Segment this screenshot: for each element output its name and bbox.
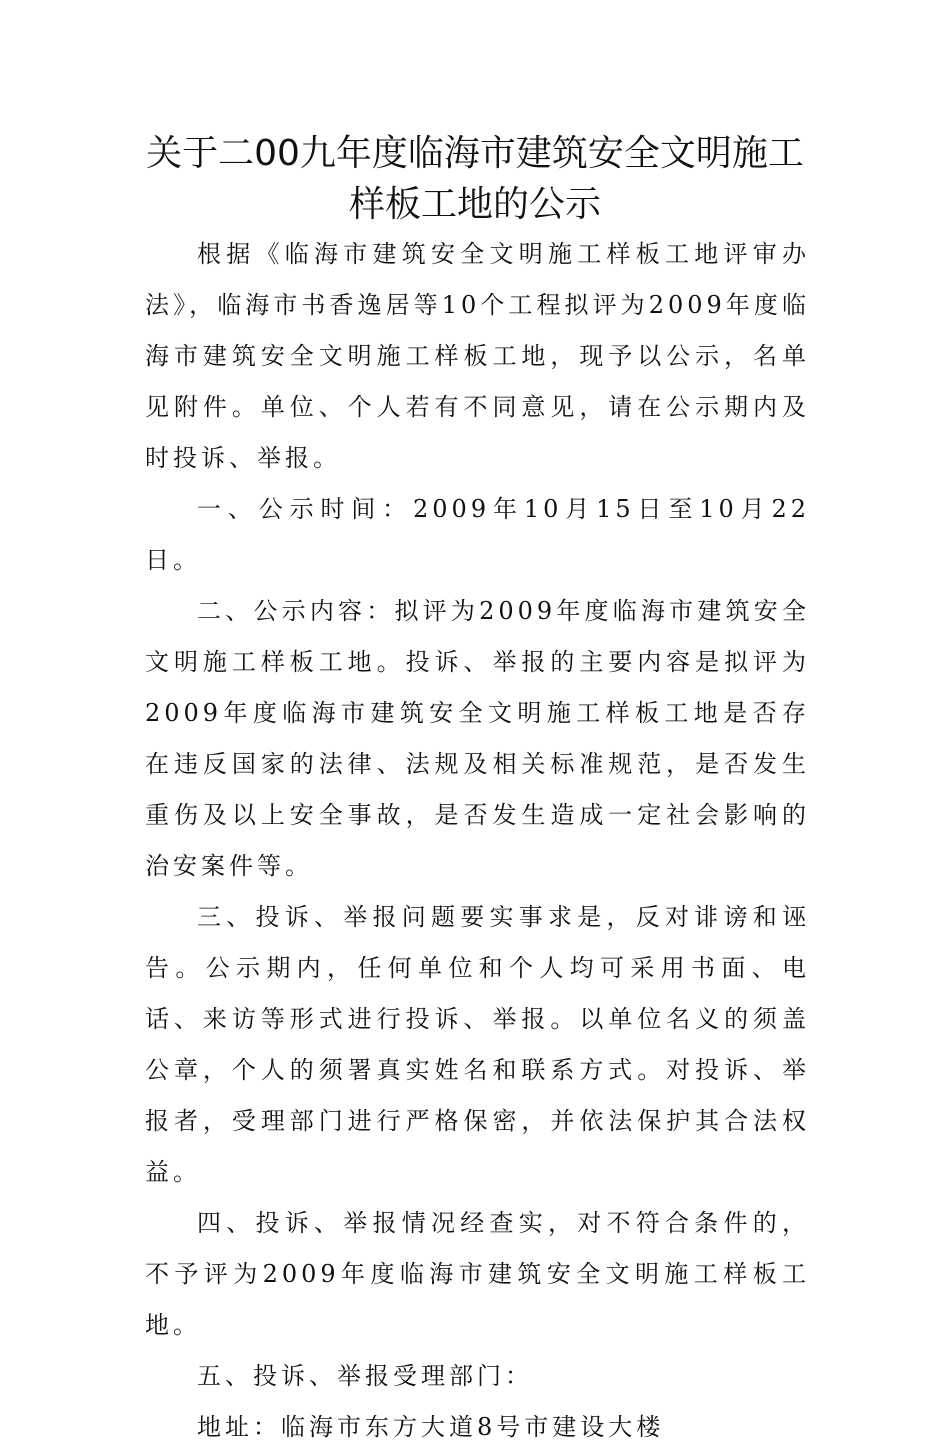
paragraph-verification: 四、投诉、举报情况经查实，对不符合条件的，不予评为2009年度临海市建筑安全文明施工样板工地。 bbox=[145, 1209, 810, 1339]
paragraph-publicity-time: 一、公示时间：2009年10月15日至10月22日。 bbox=[145, 495, 810, 574]
paragraph-receiving-department: 五、投诉、举报受理部门： bbox=[197, 1362, 533, 1390]
document-title-line-1: 关于二00九年度临海市建筑安全文明施工 bbox=[146, 133, 804, 174]
document-body bbox=[145, 229, 810, 1453]
paragraph-intro: 根据《临海市建筑安全文明施工样板工地评审办法》，临海市书香逸居等10个工程拟评为2009年度临海市建筑安全文明施工样板工地，现予以公示，名单见附件。单位、个人若有不同意见，请在公示期内及时投诉、举报。 bbox=[145, 240, 810, 472]
paragraph-complaint-principles: 三、投诉、举报问题要实事求是，反对诽谤和诬告。公示期内，任何单位和个人均可采用书面、电话、来访等形式进行投诉、举报。以单位名义的须盖公章，个人的须署真实姓名和联系方式。对投诉、举报者，受理部门进行严格保密，并依法保护其合法权益。 bbox=[145, 903, 810, 1186]
paragraph-address: 地址：临海市东方大道8号市建设大楼 bbox=[197, 1413, 665, 1441]
document-title-line-2: 样板工地的公示 bbox=[348, 184, 601, 225]
paragraph-publicity-content: 二、公示内容：拟评为2009年度临海市建筑安全文明施工样板工地。投诉、举报的主要内容是拟评为2009年度临海市建筑安全文明施工样板工地是否存在违反国家的法律、法规及相关标准规范，是否发生重伤及以上安全事故，是否发生造成一定社会影响的治安案件等。 bbox=[145, 597, 810, 880]
